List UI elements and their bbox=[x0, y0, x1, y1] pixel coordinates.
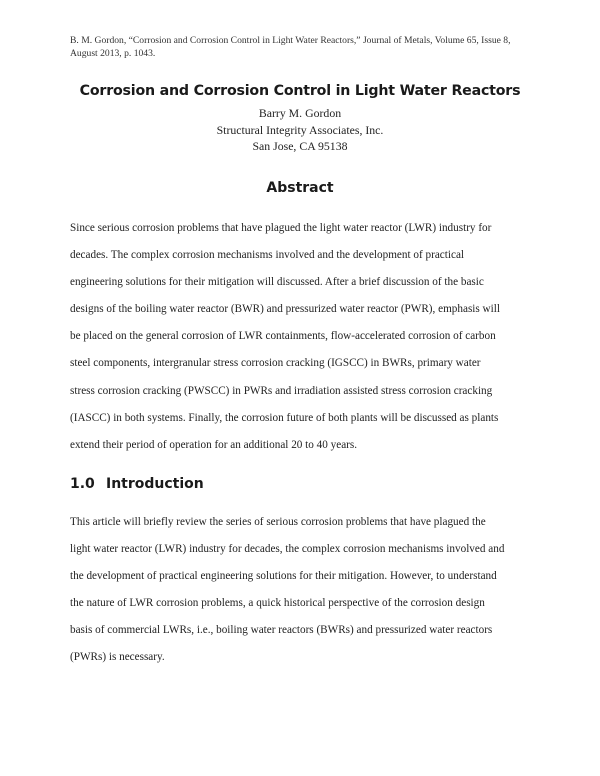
citation-line: B. M. Gordon, “Corrosion and Corrosion Control in Light Water Reactors,” Journal of Metals, Volume 65, Issue 8, bbox=[70, 35, 511, 46]
text-line: (IASCC) in both systems. Finally, the corrosion future of both plants will be discussed as plants bbox=[70, 411, 499, 424]
text-line: decades. The complex corrosion mechanisms involved and the development of practical bbox=[70, 249, 465, 262]
text-line: the development of practical engineering solutions for their mitigation. However, to understand bbox=[70, 570, 497, 583]
text-line: stress corrosion cracking (PWSCC) in PWRs and irradiation assisted stress corrosion cracking bbox=[70, 384, 493, 397]
text-line: the nature of LWR corrosion problems, a quick historical perspective of the corrosion design bbox=[70, 597, 485, 610]
author-location: San Jose, CA 95138 bbox=[252, 139, 348, 153]
introduction-heading bbox=[70, 476, 204, 492]
section-number: 1.0 bbox=[70, 476, 95, 492]
text-line: steel components, intergranular stress corrosion cracking (IGSCC) in BWRs, primary water bbox=[70, 357, 481, 370]
abstract-heading: Abstract bbox=[266, 180, 334, 196]
text-line: extend their period of operation for an additional 20 to 40 years. bbox=[70, 438, 358, 451]
abstract-text bbox=[70, 215, 534, 459]
author-block bbox=[0, 105, 600, 155]
paper-title: Corrosion and Corrosion Control in Light Water Reactors bbox=[79, 83, 521, 99]
text-line: This article will briefly review the series of serious corrosion problems that have plagued the bbox=[70, 516, 486, 528]
text-line: designs of the boiling water reactor (BWR) and pressurized water reactor (PWR), emphasis will bbox=[70, 303, 500, 316]
citation-header bbox=[70, 34, 540, 60]
section-title: Introduction bbox=[106, 476, 204, 492]
citation-line: August 2013, p. 1043. bbox=[70, 48, 156, 59]
author-name: Barry M. Gordon bbox=[258, 106, 342, 120]
text-line: (PWRs) is necessary. bbox=[70, 651, 165, 664]
text-line: basis of commercial LWRs, i.e., boiling water reactors (BWRs) and pressurized water reactors bbox=[70, 624, 493, 637]
text-line: light water reactor (LWR) industry for decades, the complex corrosion mechanisms involved and bbox=[70, 543, 505, 556]
text-line: Since serious corrosion problems that have plagued the light water reactor (LWR) industry for bbox=[70, 222, 492, 234]
text-line: be placed on the general corrosion of LWR containments, flow-accelerated corrosion of carbon bbox=[70, 330, 496, 343]
introduction-text bbox=[70, 509, 534, 672]
text-line: engineering solutions for their mitigation will discussed. After a brief discussion of the basic bbox=[70, 276, 484, 289]
author-affiliation: Structural Integrity Associates, Inc. bbox=[216, 122, 384, 137]
